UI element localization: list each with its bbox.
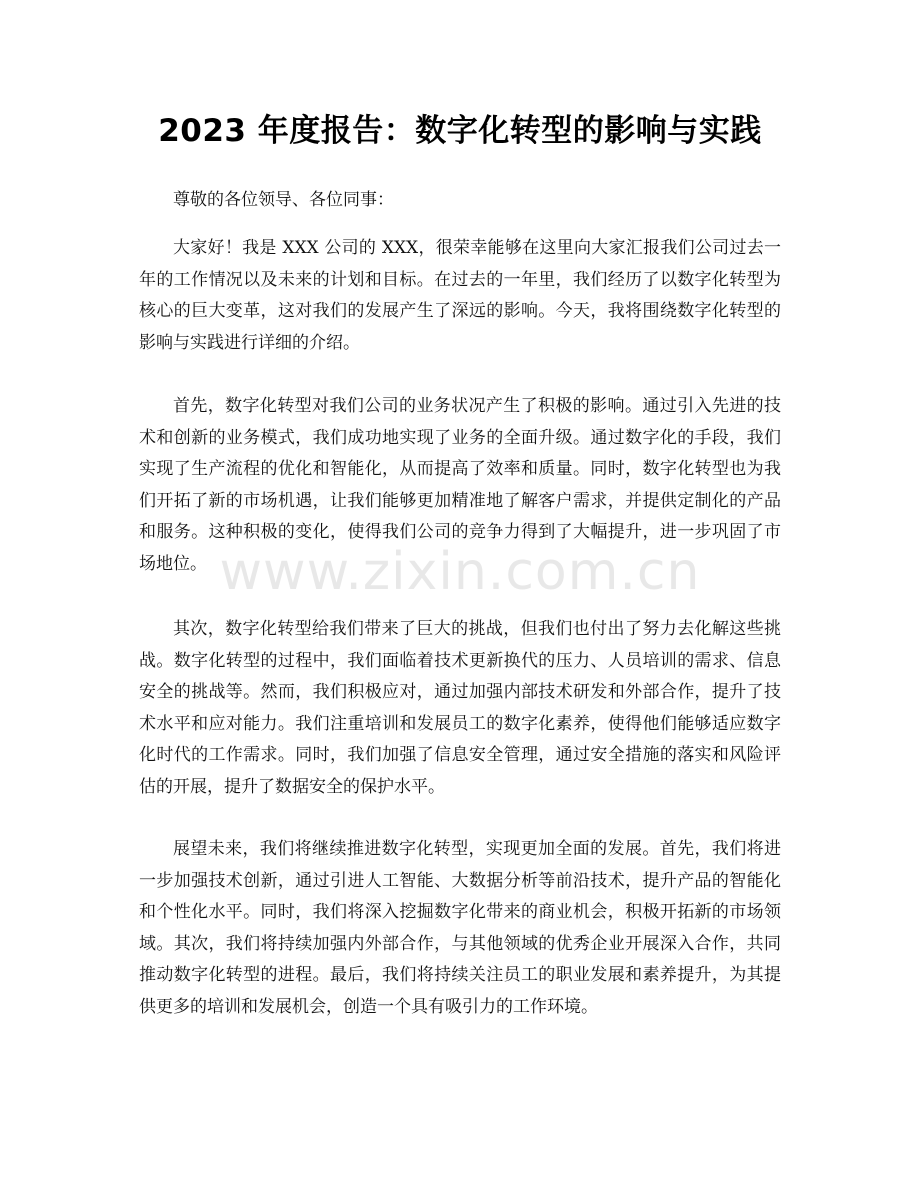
paragraph-introduction: 大家好！我是 XXX 公司的 XXX，很荣幸能够在这里向大家汇报我们公司过去一年的工作情况以及未来的计划和目标。在过去的一年里，我们经历了以数字化转型为核心的巨大变革，这对我们的发展产生了深远的影响。今天，我将围绕数字化转型的影响与实践进行详细的介绍。 — [139, 238, 781, 353]
paragraph-future-outlook: 展望未来，我们将继续推进数字化转型，实现更加全面的发展。首先，我们将进一步加强技术创新，通过引进人工智能、大数据分析等前沿技术，提升产品的智能化和个性化水平。同时，我们将深入挖掘数字化带来的商业机会，积极开拓新的市场领域。其次，我们将持续加强内外部合作，与其他领域的优秀企业开展深入合作，共同推动数字化转型的进程。最后，我们将持续关注员工的职业发展和素养提升，为其提供更多的培训和发展机会，创造一个具有吸引力的工作环境。 — [139, 839, 781, 1017]
greeting-paragraph: 尊敬的各位领导、各位同事： — [173, 190, 394, 210]
document-title: 2023 年度报告：数字化转型的影响与实践 — [158, 113, 762, 149]
paragraph-positive-impact: 首先，数字化转型对我们公司的业务状况产生了积极的影响。通过引入先进的技术和创新的业务模式，我们成功地实现了业务的全面升级。通过数字化的手段，我们实现了生产流程的优化和智能化，从而提高了效率和质量。同时，数字化转型也为我们开拓了新的市场机遇，让我们能够更加精准地了解客户需求，并提供定制化的产品和服务。这种积极的变化，使得我们公司的竞争力得到了大幅提升，进一步巩固了市场地位。 — [139, 396, 781, 574]
watermark: www.zixin.com.cn — [219, 542, 701, 602]
paragraph-block-2 — [139, 391, 781, 580]
paragraph-block-1 — [139, 233, 781, 359]
paragraph-block-3 — [139, 614, 781, 803]
paragraph-block-4 — [139, 834, 781, 1023]
paragraph-challenges: 其次，数字化转型给我们带来了巨大的挑战，但我们也付出了努力去化解这些挑战。数字化转型的过程中，我们面临着技术更新换代的压力、人员培训的需求、信息安全的挑战等。然而，我们积极应对，通过加强内部技术研发和外部合作，提升了技术水平和应对能力。我们注重培训和发展员工的数字化素养，使得他们能够适应数字化时代的工作需求。同时，我们加强了信息安全管理，通过安全措施的落实和风险评估的开展，提升了数据安全的保护水平。 — [139, 619, 781, 797]
greeting-block — [139, 185, 781, 217]
